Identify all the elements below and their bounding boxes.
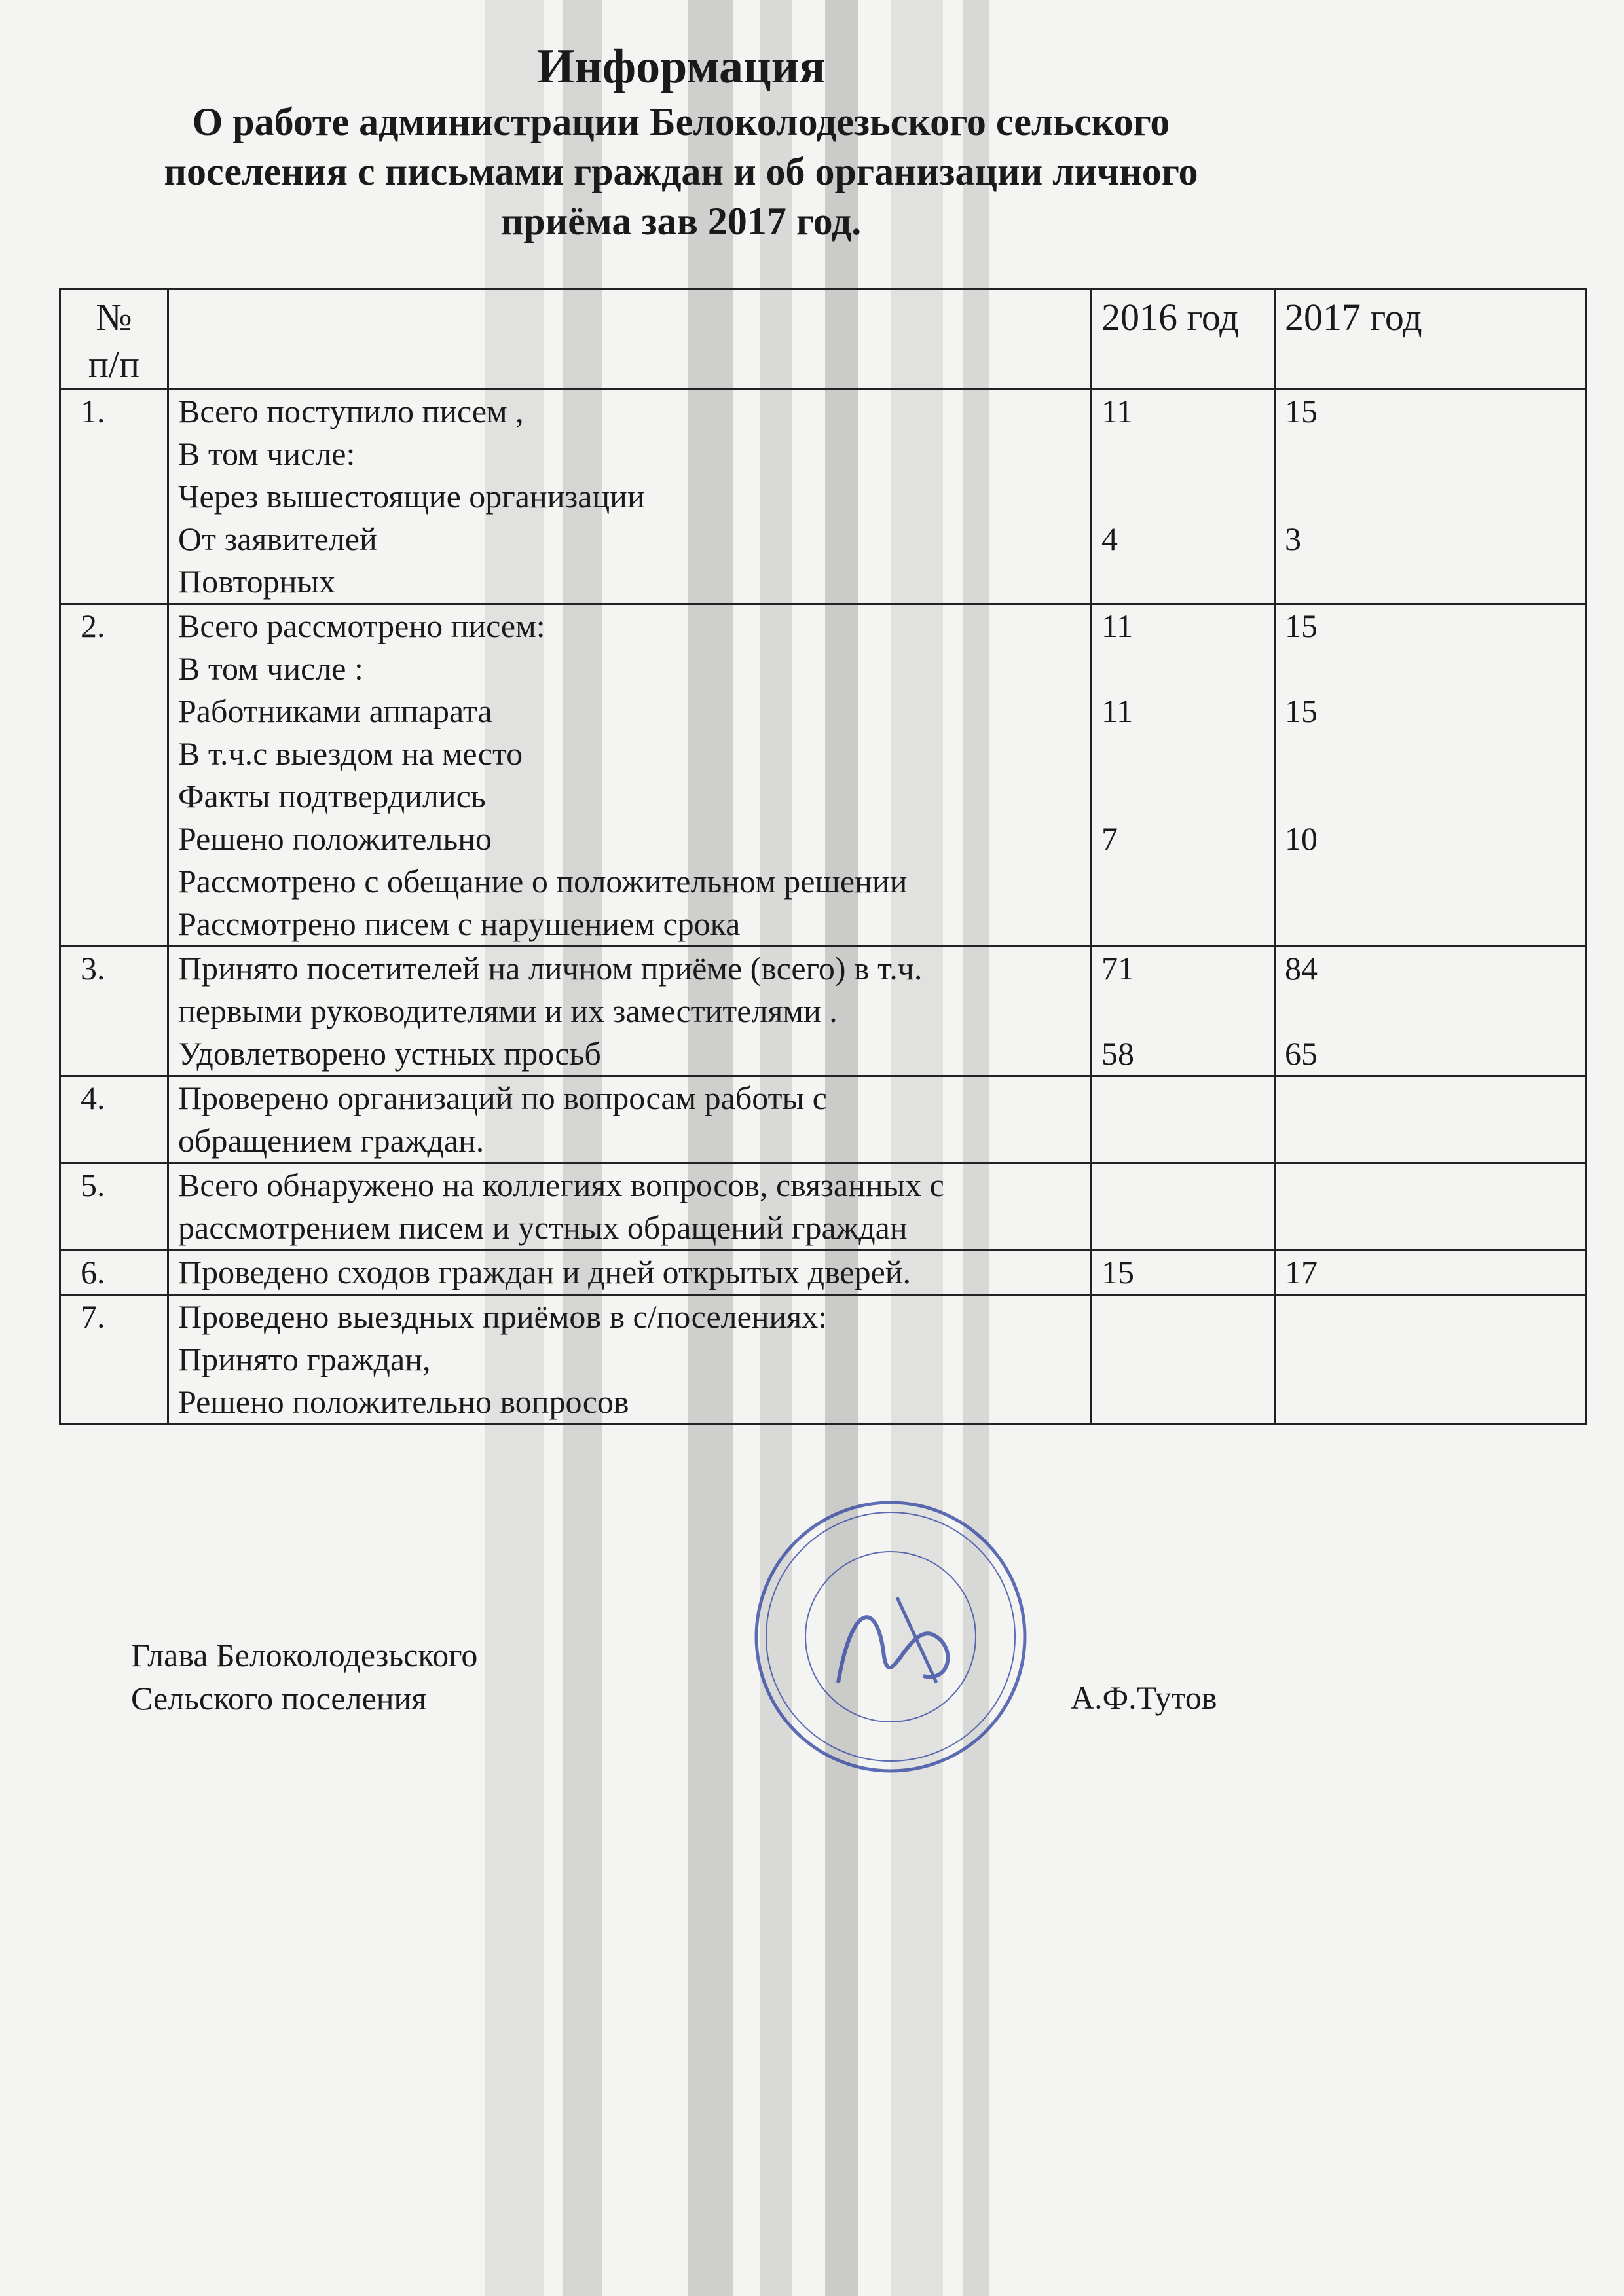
- subtitle-line: поселения с письмами граждан и об организации личного: [164, 150, 1198, 193]
- value-2017-line: [1285, 475, 1576, 518]
- row-number: 1.: [60, 390, 168, 604]
- row-description: [168, 947, 1092, 1076]
- value-2017-line: [1285, 1381, 1576, 1423]
- value-2016-line: [1101, 990, 1264, 1032]
- subtitle-line: О работе администрации Белоколодезьского сельского: [192, 100, 1170, 143]
- row-description-line: В том числе :: [178, 650, 363, 687]
- value-2017-line: [1285, 990, 1576, 1032]
- value-2016-line: [1101, 1296, 1264, 1338]
- value-2016-line: [1101, 433, 1264, 475]
- value-2017: [1275, 1076, 1586, 1163]
- row-description-line: Принято посетителей на личном приёме (всего) в т.ч.: [178, 950, 923, 987]
- row-description: [168, 390, 1092, 604]
- signer-name: А.Ф.Тутов: [1071, 1679, 1217, 1716]
- value-2016-line: [1101, 733, 1264, 775]
- row-description-line: Удовлетворено устных просьб: [178, 1035, 601, 1072]
- row-description-line: Рассмотрено с обещание о положительном решении: [178, 863, 908, 900]
- value-2017: [1275, 1295, 1586, 1425]
- value-2017-line: [1285, 433, 1576, 475]
- value-2016-line: [1101, 860, 1264, 903]
- value-2016: [1092, 604, 1275, 947]
- row-description-line: В том числе:: [178, 435, 356, 472]
- signer-position-line: Сельского поселения: [131, 1680, 427, 1717]
- value-2017-line: [1285, 560, 1576, 603]
- value-2017-line: [1285, 1207, 1576, 1249]
- value-2016: [1092, 947, 1275, 1076]
- value-2016: [1092, 1076, 1275, 1163]
- value-2017: [1275, 1250, 1586, 1295]
- value-2016-line: [1101, 560, 1264, 603]
- row-description-line: От заявителей: [178, 520, 377, 557]
- table-row: [60, 390, 1586, 604]
- value-2017-line: 84: [1285, 950, 1318, 987]
- row-description-line: первыми руководителями и их заместителями .: [178, 993, 838, 1029]
- value-2017-line: 15: [1285, 608, 1318, 644]
- value-2016-line: 7: [1101, 820, 1118, 857]
- value-2016-line: 15: [1101, 1254, 1134, 1290]
- value-2017-line: [1285, 1077, 1576, 1120]
- value-2017-line: 65: [1285, 1035, 1318, 1072]
- value-2017-line: [1285, 1296, 1576, 1338]
- row-description-line: рассмотрением писем и устных обращений граждан: [178, 1209, 908, 1246]
- value-2016-line: 11: [1101, 393, 1134, 429]
- row-number: 7.: [60, 1295, 168, 1425]
- row-description-line: В т.ч.с выездом на место: [178, 735, 523, 772]
- value-2017-line: 17: [1285, 1254, 1318, 1290]
- row-description-line: Проведено выездных приёмов в с/поселениях:: [178, 1298, 828, 1335]
- row-description-line: Принято граждан,: [178, 1341, 431, 1377]
- row-number: 6.: [60, 1250, 168, 1295]
- report-table: [59, 288, 1587, 1425]
- value-2017: [1275, 390, 1586, 604]
- header-description: [168, 289, 1092, 390]
- value-2017-line: 15: [1285, 693, 1318, 729]
- value-2017: [1275, 604, 1586, 947]
- row-number: 4.: [60, 1076, 168, 1163]
- row-description-line: Проверено организаций по вопросам работы с: [178, 1080, 827, 1116]
- table-header-row: [60, 289, 1586, 390]
- row-number: 3.: [60, 947, 168, 1076]
- row-description-line: обращением граждан.: [178, 1122, 485, 1159]
- document-subtitle: [0, 97, 1362, 246]
- value-2016: [1092, 390, 1275, 604]
- value-2016-line: 58: [1101, 1035, 1134, 1072]
- row-description-line: Повторных: [178, 563, 336, 600]
- row-description: [168, 1163, 1092, 1250]
- value-2017: [1275, 947, 1586, 1076]
- row-description: [168, 1295, 1092, 1425]
- table-row: [60, 1076, 1586, 1163]
- value-2017-line: [1285, 1164, 1576, 1207]
- row-description-line: Решено положительно вопросов: [178, 1383, 629, 1420]
- row-description-line: Всего поступило писем ,: [178, 393, 524, 429]
- row-description: [168, 1250, 1092, 1295]
- value-2016-line: [1101, 775, 1264, 818]
- value-2016-line: [1101, 1077, 1264, 1120]
- row-description-line: Через вышестоящие организации: [178, 478, 645, 515]
- value-2017-line: [1285, 775, 1576, 818]
- table-row: [60, 1163, 1586, 1250]
- row-number: 5.: [60, 1163, 168, 1250]
- header-2017: 2017 год: [1275, 289, 1586, 390]
- table-row: [60, 1295, 1586, 1425]
- value-2016-line: 11: [1101, 608, 1134, 644]
- row-description-line: Работниками аппарата: [178, 693, 492, 729]
- row-description-line: Проведено сходов граждан и дней открытых дверей.: [178, 1254, 912, 1290]
- value-2017-line: [1285, 1338, 1576, 1381]
- row-description-line: Решено положительно: [178, 820, 492, 857]
- value-2017: [1275, 1163, 1586, 1250]
- table-row: [60, 1250, 1586, 1295]
- row-description: [168, 604, 1092, 947]
- value-2017-line: [1285, 1120, 1576, 1162]
- value-2016-line: [1101, 1164, 1264, 1207]
- document-title: Информация: [536, 40, 826, 94]
- signature-block: [131, 1633, 477, 1720]
- row-description-line: Всего рассмотрено писем:: [178, 608, 545, 644]
- row-number: 2.: [60, 604, 168, 947]
- table-row: [60, 604, 1586, 947]
- value-2016-line: [1101, 1207, 1264, 1249]
- value-2016-line: [1101, 1120, 1264, 1162]
- value-2017-line: [1285, 733, 1576, 775]
- value-2016: [1092, 1163, 1275, 1250]
- value-2016-line: 11: [1101, 693, 1134, 729]
- row-description: [168, 1076, 1092, 1163]
- row-description-line: Рассмотрено писем с нарушением срока: [178, 905, 741, 942]
- value-2017-line: [1285, 860, 1576, 903]
- value-2016-line: [1101, 647, 1264, 690]
- signer-position-line: Глава Белоколодезьского: [131, 1637, 478, 1673]
- value-2016: [1092, 1295, 1275, 1425]
- row-description-line: Всего обнаружено на коллегиях вопросов, связанных с: [178, 1167, 944, 1203]
- value-2016-line: 71: [1101, 950, 1134, 987]
- value-2017-line: [1285, 903, 1576, 945]
- subtitle-line: приёма зав 2017 год.: [500, 200, 862, 243]
- value-2017-line: 10: [1285, 820, 1318, 857]
- official-seal-stamp: [740, 1486, 1041, 1787]
- table-body: [60, 390, 1586, 1425]
- value-2017-line: 3: [1285, 520, 1301, 557]
- value-2016: [1092, 1250, 1275, 1295]
- value-2016-line: [1101, 1338, 1264, 1381]
- header-number: № п/п: [60, 289, 168, 390]
- header-2016: 2016 год: [1092, 289, 1275, 390]
- value-2016-line: [1101, 475, 1264, 518]
- value-2016-line: 4: [1101, 520, 1118, 557]
- value-2017-line: 15: [1285, 393, 1318, 429]
- value-2016-line: [1101, 1381, 1264, 1423]
- value-2016-line: [1101, 903, 1264, 945]
- value-2017-line: [1285, 647, 1576, 690]
- row-description-line: Факты подтвердились: [178, 778, 486, 814]
- table-row: [60, 947, 1586, 1076]
- document-header: [0, 39, 1362, 246]
